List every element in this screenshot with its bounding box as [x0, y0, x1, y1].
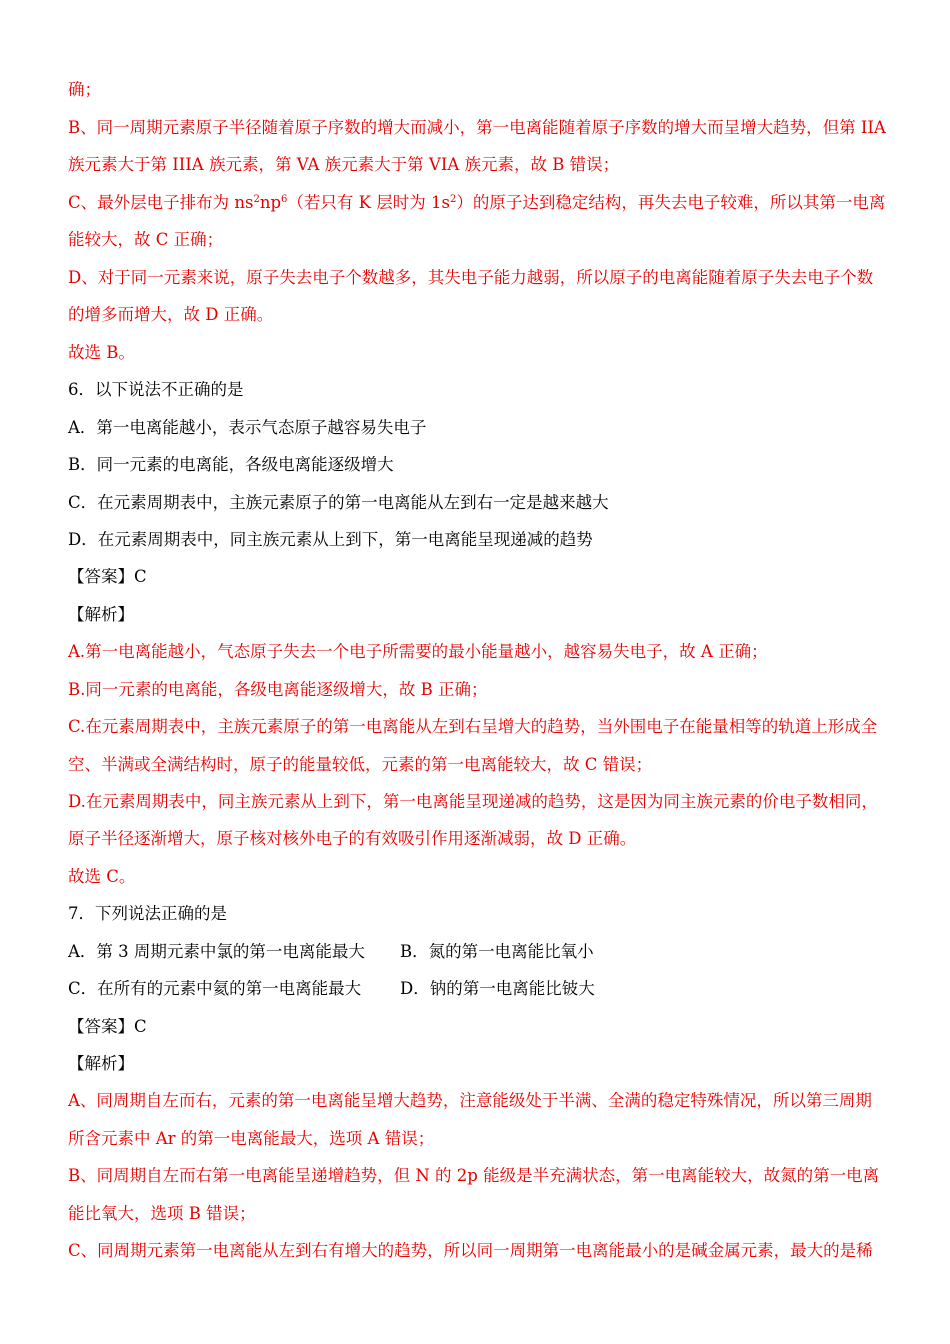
text-line: D、对于同一元素来说，原子失去电子个数越多，其失电子能力越弱，所以原子的电离能随着原子失去电子个数 — [68, 268, 874, 287]
text-line: 确； — [68, 80, 101, 99]
analysis-line: A.第一电离能越小，气态原子失去一个电子所需要的最小能量越小，越容易失电子，故 A 正确； — [68, 642, 768, 661]
superscript: 2 — [449, 194, 457, 205]
text-line — [68, 192, 885, 214]
text-line: 的增多而增大，故 D 正确。 — [68, 305, 274, 324]
superscript: 2 — [253, 194, 260, 205]
superscript: 6 — [281, 194, 288, 205]
text-line: B、同一周期元素原子半径随着原子序数的增大而减小，第一电离能随着原子序数的增大而呈增大趋势，但第 IIA — [68, 118, 886, 137]
question-6-answer: 【答案】C — [68, 567, 147, 586]
question-7-option-b: B．氮的第一电离能比氧小 — [400, 942, 594, 961]
question-7-stem: 7．下列说法正确的是 — [68, 904, 227, 923]
text-segment: C、最外层电子排布为 ns — [68, 193, 254, 212]
analysis-line: 能比氧大，选项 B 错误； — [68, 1204, 256, 1223]
analysis-line: A、同周期自左而右，元素的第一电离能呈增大趋势，注意能级处于半满、全满的稳定特殊情况，所以第三周期 — [68, 1091, 872, 1110]
analysis-line: D.在元素周期表中，同主族元素从上到下，第一电离能呈现递减的趋势，这是因为同主族元素的价电子数相同， — [68, 792, 878, 811]
question-6-option-b: B．同一元素的电离能，各级电离能逐级增大 — [68, 455, 394, 474]
question-6-stem: 6．以下说法不正确的是 — [68, 380, 244, 399]
question-7-option-a: A．第 3 周期元素中氯的第一电离能最大 — [68, 942, 365, 961]
question-6-option-d: D．在元素周期表中，同主族元素从上到下，第一电离能呈现递减的趋势 — [68, 530, 593, 549]
analysis-line: C.在元素周期表中，主族元素原子的第一电离能从左到右呈增大的趋势，当外围电子在能量相等的轨道上形成全 — [68, 717, 878, 736]
analysis-line: 空、半满或全满结构时，原子的能量较低，元素的第一电离能较大，故 C 错误； — [68, 755, 653, 774]
question-6-option-a: A．第一电离能越小，表示气态原子越容易失电子 — [68, 418, 427, 437]
analysis-line: B、同周期自左而右第一电离能呈递增趋势，但 N 的 2p 能级是半充满状态，第一电离能较大，故氮的第一电离 — [68, 1166, 880, 1185]
question-7-option-d: D．钠的第一电离能比铍大 — [400, 979, 595, 998]
analysis-line: 所含元素中 Ar 的第一电离能最大，选项 A 错误； — [68, 1129, 435, 1148]
analysis-line: 原子半径逐渐增大，原子核对核外电子的有效吸引作用逐渐减弱，故 D 正确。 — [68, 829, 637, 848]
question-6-analysis-label: 【解析】 — [68, 605, 134, 624]
question-6-option-c: C．在元素周期表中，主族元素原子的第一电离能从左到右一定是越来越大 — [68, 493, 609, 512]
analysis-line: C、同周期元素第一电离能从左到右有增大的趋势，所以同一周期第一电离能最小的是碱金属元素，最大的是稀 — [68, 1241, 873, 1260]
question-7-analysis-label: 【解析】 — [68, 1054, 134, 1073]
analysis-line: B.同一元素的电离能，各级电离能逐级增大，故 B 正确； — [68, 680, 488, 699]
text-segment: np — [259, 193, 282, 212]
text-segment: ）的原子达到稳定结构，再失去电子较难，所以其第一电离 — [456, 193, 886, 212]
analysis-line: 故选 C。 — [68, 867, 136, 886]
text-segment: （若只有 K 层时为 1s — [287, 193, 450, 212]
text-line: 故选 B。 — [68, 343, 135, 362]
text-line: 族元素大于第 IIIA 族元素，第 VA 族元素大于第 VIA 族元素，故 B 错误； — [68, 155, 620, 174]
text-line: 能较大，故 C 正确； — [68, 230, 224, 249]
question-7-option-c: C．在所有的元素中氦的第一电离能最大 — [68, 979, 362, 998]
question-7-answer: 【答案】C — [68, 1017, 147, 1036]
